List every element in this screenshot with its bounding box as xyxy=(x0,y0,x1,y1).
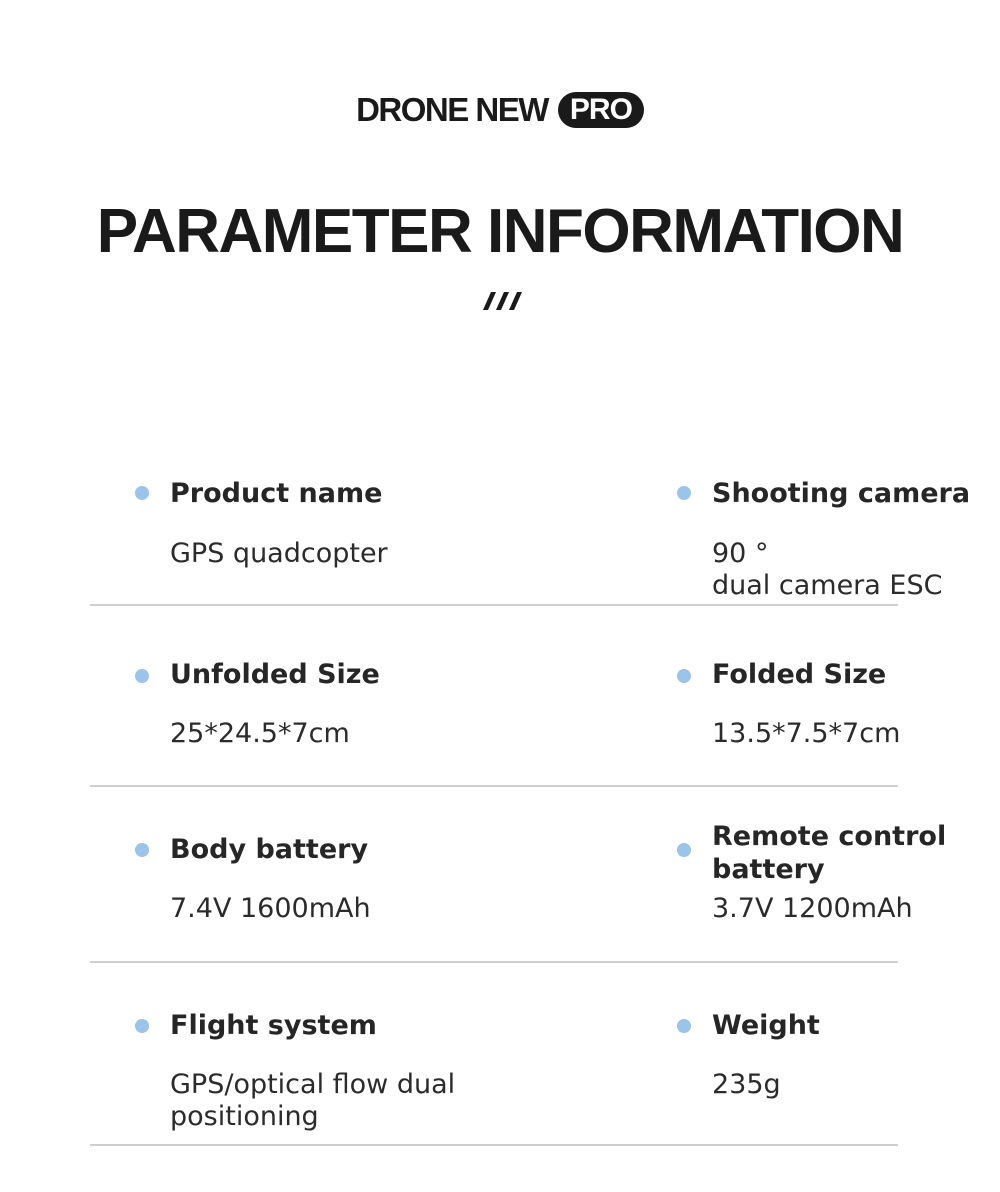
brand-text: DRONE NEW xyxy=(356,91,548,128)
spec-value: 25*24.5*7cm xyxy=(170,718,350,749)
spec-label: Product name xyxy=(170,478,383,509)
spec-value: 90 ° dual camera ESC xyxy=(712,538,943,601)
spec-row xyxy=(90,787,947,963)
spec-value: 235g xyxy=(712,1069,781,1100)
spec-label: Shooting camera xyxy=(712,478,971,509)
spec-value: GPS quadcopter xyxy=(170,538,388,569)
page-title: PARAMETER INFORMATION xyxy=(96,197,904,266)
spec-table xyxy=(90,424,971,1146)
bullet-icon xyxy=(135,669,149,683)
spec-row xyxy=(90,606,901,787)
spec-value: GPS/optical flow dual positioning xyxy=(170,1069,456,1132)
bullet-icon xyxy=(677,843,691,857)
brand-logo xyxy=(0,88,1000,132)
spec-value: 7.4V 1600mAh xyxy=(170,893,371,924)
spec-label: Body battery xyxy=(170,834,369,865)
spec-label: Folded Size xyxy=(712,659,887,690)
bullet-icon xyxy=(677,1019,691,1033)
bullet-icon xyxy=(677,669,691,683)
bullet-icon xyxy=(135,843,149,857)
spec-label: Remote control battery xyxy=(712,821,947,885)
bullet-icon xyxy=(135,1019,149,1033)
spec-label: Weight xyxy=(712,1010,820,1041)
brand-badge: PRO xyxy=(558,92,644,128)
spec-row xyxy=(90,424,971,606)
bullet-icon xyxy=(677,486,691,500)
bullet-icon xyxy=(135,486,149,500)
spec-label: Flight system xyxy=(170,1010,377,1041)
spec-label: Unfolded Size xyxy=(170,659,380,690)
spec-value: 3.7V 1200mAh xyxy=(712,893,913,924)
slashes-icon xyxy=(475,290,527,316)
spec-value: 13.5*7.5*7cm xyxy=(712,718,901,749)
spec-row xyxy=(90,963,898,1146)
